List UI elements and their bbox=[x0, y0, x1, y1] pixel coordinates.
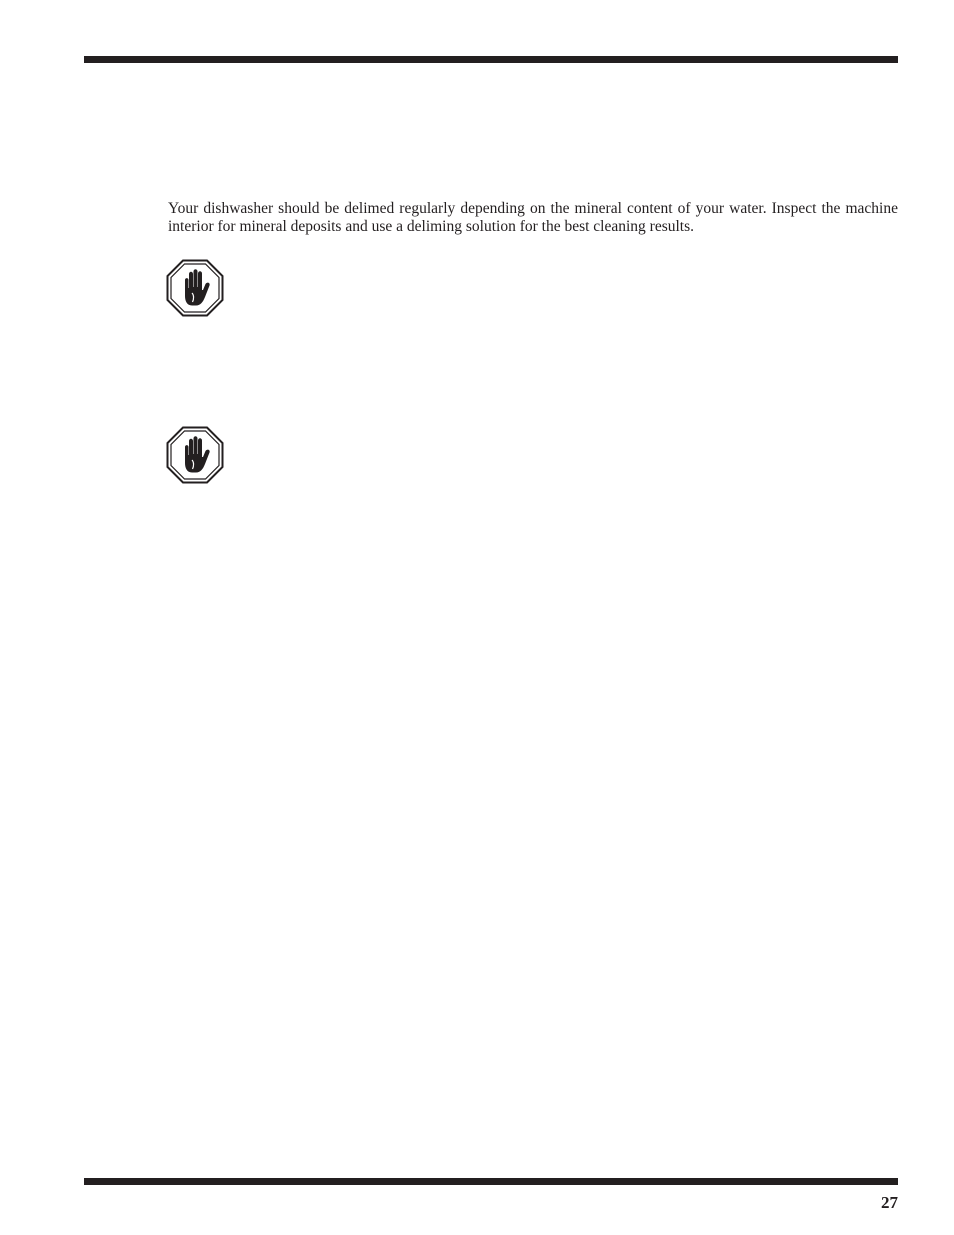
footer-rule bbox=[84, 1178, 898, 1185]
page-number: 27 bbox=[881, 1193, 898, 1212]
deliming-paragraph: Your dishwasher should be delimed regularly depending on the mineral content of your water. Inspect the machine interior for mineral deposits and use a deliming solution for the best cleaning results. bbox=[168, 200, 898, 235]
header-rule bbox=[84, 56, 898, 63]
stop-hand-icon bbox=[166, 426, 224, 484]
stop-hand-icon bbox=[166, 259, 224, 317]
